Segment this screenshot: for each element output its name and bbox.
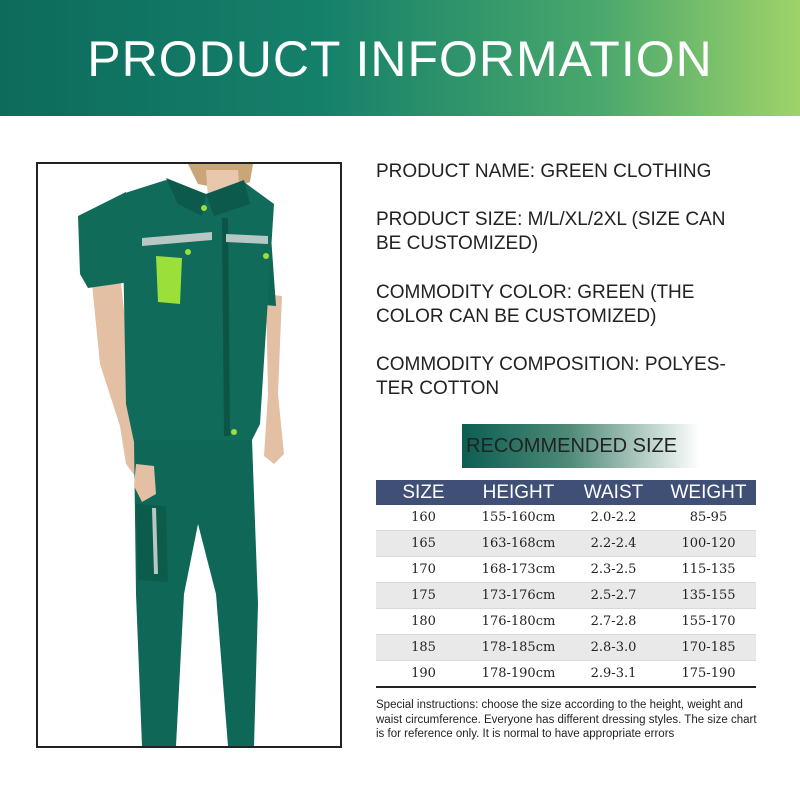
cell-weight: 115-135: [661, 557, 756, 583]
page-title: PRODUCT INFORMATION: [87, 31, 713, 87]
cell-size: 190: [376, 661, 471, 688]
workwear-illustration: [38, 164, 340, 746]
cell-waist: 2.9-3.1: [566, 661, 661, 688]
cell-height: 173-176cm: [471, 583, 566, 609]
commodity-composition-line2: TER COTTON: [376, 378, 500, 399]
cell-size: 160: [376, 505, 471, 531]
table-row: [376, 609, 756, 635]
cell-weight: 135-155: [661, 583, 756, 609]
table-row: [376, 531, 756, 557]
cell-weight: 85-95: [661, 505, 756, 531]
cell-height: 178-190cm: [471, 661, 566, 688]
cell-waist: 2.5-2.7: [566, 583, 661, 609]
commodity-color-line2: COLOR CAN BE CUSTOMIZED): [376, 306, 657, 327]
column-header-size: SIZE: [376, 480, 471, 505]
cell-size: 170: [376, 557, 471, 583]
column-header-waist: WAIST: [566, 480, 661, 505]
product-size-line1: PRODUCT SIZE: M/L/XL/2XL (SIZE CAN: [376, 209, 726, 230]
table-row: [376, 635, 756, 661]
cell-size: 185: [376, 635, 471, 661]
cell-weight: 155-170: [661, 609, 756, 635]
cell-weight: 170-185: [661, 635, 756, 661]
cell-size: 165: [376, 531, 471, 557]
cell-size: 175: [376, 583, 471, 609]
cell-height: 163-168cm: [471, 531, 566, 557]
product-size-line2: BE CUSTOMIZED): [376, 233, 539, 254]
cell-height: 176-180cm: [471, 609, 566, 635]
cell-waist: 2.0-2.2: [566, 505, 661, 531]
cell-waist: 2.8-3.0: [566, 635, 661, 661]
table-header-row: [376, 480, 756, 505]
size-chart-table: [376, 480, 756, 688]
cell-waist: 2.7-2.8: [566, 609, 661, 635]
table-row: [376, 661, 756, 688]
commodity-composition-line1: COMMODITY COMPOSITION: POLYES-: [376, 354, 726, 375]
cell-height: 168-173cm: [471, 557, 566, 583]
cell-weight: 100-120: [661, 531, 756, 557]
table-row: [376, 505, 756, 531]
table-row: [376, 557, 756, 583]
recommended-size-header: [462, 424, 700, 468]
special-instructions: Special instructions: choose the size according to the height, weight and waist circumference. Everyone has different dressing styles. The size chart is for reference only. It is normal to have appropriate errors: [376, 699, 757, 740]
commodity-color-line1: COMMODITY COLOR: GREEN (THE: [376, 282, 695, 303]
product-photo: [36, 162, 342, 748]
cell-waist: 2.2-2.4: [566, 531, 661, 557]
table-row: [376, 583, 756, 609]
cell-size: 180: [376, 609, 471, 635]
header-banner: [0, 0, 800, 116]
cell-waist: 2.3-2.5: [566, 557, 661, 583]
product-name: PRODUCT NAME: GREEN CLOTHING: [376, 161, 712, 182]
column-header-weight: WEIGHT: [661, 480, 756, 505]
recommended-size-title: RECOMMENDED SIZE: [466, 435, 678, 457]
cell-height: 155-160cm: [471, 505, 566, 531]
cell-weight: 175-190: [661, 661, 756, 688]
column-header-height: HEIGHT: [471, 480, 566, 505]
cell-height: 178-185cm: [471, 635, 566, 661]
